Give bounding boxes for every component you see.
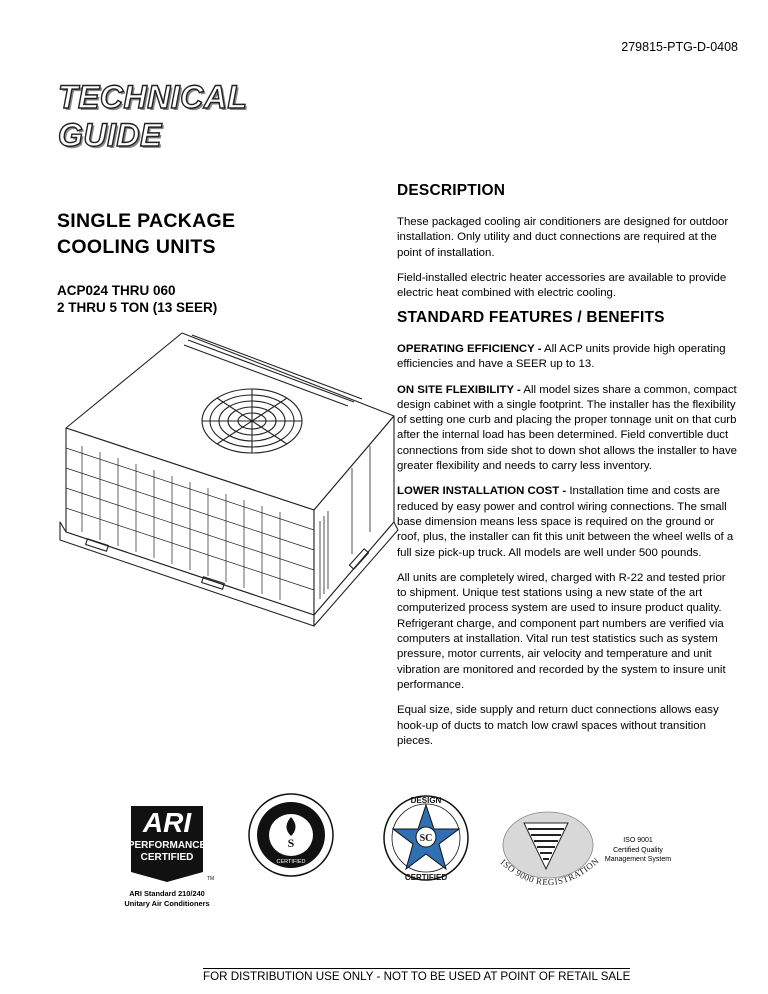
feature-paragraph xyxy=(397,383,737,475)
feature-text: All model sizes share a common, compact design cabinet with a single footprint. The installer has the flexibility of setting one curb and placing the proper tonnage unit on that curb after the internal load has been determined. Field convertible duct connections from side shot to down shot allows the installer to have greater flexibility and needs to carry less inventory. xyxy=(397,383,738,473)
model-numbers: ACP024 THRU 060 xyxy=(57,283,176,298)
features-heading: STANDARD FEATURES / BENEFITS xyxy=(397,309,665,326)
title-line-1: TECHNICAL xyxy=(58,79,248,115)
description-paragraph-1: These packaged cooling air conditioners are designed for outdoor installation. Only utility and duct connections are required at the point of installation. xyxy=(397,216,729,259)
ari-badge-graphic xyxy=(115,800,219,884)
ari-performance-text: PERFORMANCE xyxy=(127,840,207,851)
features-paragraph-4: All units are completely wired, charged with R-22 and tested prior to shipment. Unique test stations using a new state of the art computerized process system are used to insure product quality. Refrigerant charge, and component part numbers are verified via computers at installation. Vital run test statistics such as system pressure, motor currents, air velocity and temperature and unit vibration are monitored and recorded by the system to insure unit performance. xyxy=(397,571,726,691)
feature-text: Installation time and costs are reduced by easy power and control wiring connections. The small base dimension means less space is required on the ground or roof, plus, the installer can fit this unit between the wheel wells of a full size pick-up truck. All models are well under 500 pounds. xyxy=(397,485,734,559)
ari-text: ARI xyxy=(142,807,192,838)
csa-certified-text: CERTIFIED xyxy=(276,859,306,865)
svg-text:SC: SC xyxy=(419,833,433,844)
feature-paragraph xyxy=(397,342,737,373)
iso-caption-2: Certified Quality xyxy=(613,846,663,854)
iso-caption-3: Management System xyxy=(604,856,672,863)
ari-trademark: TM xyxy=(207,876,215,882)
model-range xyxy=(57,283,217,316)
product-title xyxy=(57,208,235,260)
ari-certified-text: CERTIFIED xyxy=(140,852,194,863)
page-title xyxy=(58,78,247,154)
design-text: DESIGN xyxy=(410,796,442,805)
ari-logo xyxy=(115,800,219,909)
iso-registration-logo xyxy=(486,805,616,899)
title-line-2: GUIDE xyxy=(58,117,162,153)
design-certified-logo xyxy=(376,791,476,883)
product-title-line-2: COOLING UNITS xyxy=(57,236,216,258)
csa-certified-logo xyxy=(247,792,335,878)
ari-caption-2: Unitary Air Conditioners xyxy=(124,899,210,908)
feature-text: All ACP units provide high operating efficiencies and have a SEER up to 13. xyxy=(397,343,726,371)
document-number: 279815-PTG-D-0408 xyxy=(621,40,738,54)
description-paragraph-2: Field-installed electric heater accessories are available to provide electric heat combined with electric cooling. xyxy=(397,271,727,300)
iso-arc-text: ISO 9000 REGISTRATION xyxy=(498,855,602,888)
features-section xyxy=(397,309,737,749)
capacity-range: 2 THRU 5 TON (13 SEER) xyxy=(57,299,218,315)
product-title-line-1: SINGLE PACKAGE xyxy=(57,210,236,232)
footer-notice: FOR DISTRIBUTION USE ONLY - NOT TO BE USED AT POINT OF RETAIL SALE xyxy=(203,970,631,983)
description-heading: DESCRIPTION xyxy=(397,182,506,199)
ari-caption-1: ARI Standard 210/240 xyxy=(129,889,205,898)
ac-unit-illustration xyxy=(52,318,402,638)
design-certified-text: CERTIFIED xyxy=(404,873,448,882)
features-paragraph-5: Equal size, side supply and return duct connections allows easy hook-up of ducts to match low crawl spaces without transition pieces. xyxy=(397,704,719,747)
feature-lead: LOWER INSTALLATION COST - xyxy=(397,485,567,498)
iso-caption-1: ISO 9001 xyxy=(623,837,653,844)
feature-lead: OPERATING EFFICIENCY - xyxy=(397,343,542,355)
feature-paragraph xyxy=(397,484,737,560)
feature-lead: ON SITE FLEXIBILITY - xyxy=(397,383,521,396)
svg-text:S: S xyxy=(287,836,295,850)
description-section xyxy=(397,182,737,301)
iso-caption xyxy=(602,836,674,865)
